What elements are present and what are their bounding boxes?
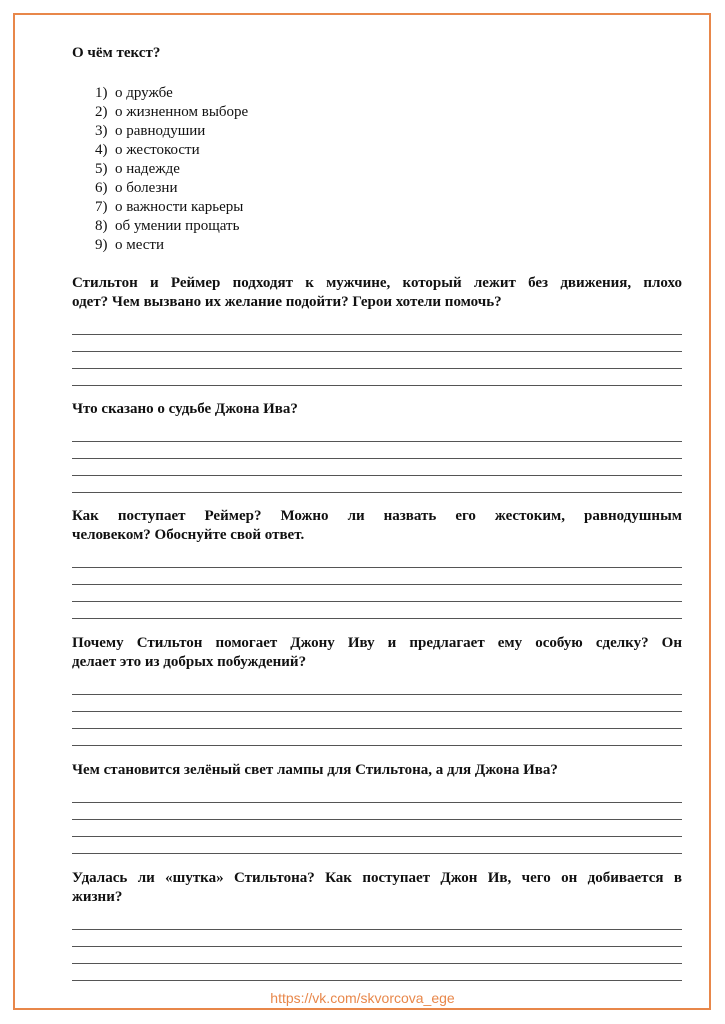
option-item: 3) о равнодушии [95,123,206,139]
question-block-5 [72,761,682,854]
answer-line[interactable] [72,352,682,369]
option-item: 2) о жизненном выборе [95,104,249,120]
answer-line[interactable] [72,695,682,712]
answer-lines [72,318,682,386]
question-text-line: Как поступает Реймер? Можно ли назвать его жестоким, равнодушным [72,508,682,524]
answer-line[interactable] [72,820,682,837]
answer-line[interactable] [72,837,682,854]
question-text-line: жизни? [72,889,123,905]
answer-line[interactable] [72,602,682,619]
answer-line[interactable] [72,335,682,352]
answer-line[interactable] [72,568,682,585]
answer-line[interactable] [72,913,682,930]
answer-line[interactable] [72,369,682,386]
question-text-line: одет? Чем вызвано их желание подойти? Герои хотели помочь? [72,294,502,310]
question-heading: О чём текст? [72,45,161,61]
question-block-2 [72,400,682,493]
question-block-6 [72,869,682,981]
answer-line[interactable] [72,442,682,459]
answer-line[interactable] [72,930,682,947]
answer-line[interactable] [72,318,682,335]
option-item: 1) о дружбе [95,85,173,101]
option-item: 6) о болезни [95,180,178,196]
question-text-line: Чем становится зелёный свет лампы для Стильтона, а для Джона Ива? [72,762,558,778]
answer-line[interactable] [72,551,682,568]
answer-line[interactable] [72,678,682,695]
answer-line[interactable] [72,425,682,442]
question-text-line: делает это из добрых побуждений? [72,654,307,670]
option-item: 5) о надежде [95,161,180,177]
answer-lines [72,678,682,746]
answer-line[interactable] [72,459,682,476]
footer-link[interactable]: https://vk.com/skvorcova_ege [270,990,455,1006]
answer-line[interactable] [72,712,682,729]
option-item: 7) о важности карьеры [95,199,244,215]
answer-line[interactable] [72,585,682,602]
question-text-line: Удалась ли «шутка» Стильтона? Как поступает Джон Ив, чего он добивается в [72,870,682,886]
question-text-line: Что сказано о судьбе Джона Ива? [72,401,298,417]
option-item: 8) об умении прощать [95,218,240,234]
question-block-4 [72,634,682,746]
answer-lines [72,786,682,854]
answer-lines [72,913,682,981]
answer-line[interactable] [72,964,682,981]
answer-line[interactable] [72,786,682,803]
answer-line[interactable] [72,947,682,964]
option-item: 9) о мести [95,237,165,253]
answer-line[interactable] [72,476,682,493]
answer-line[interactable] [72,803,682,820]
answer-lines [72,551,682,619]
answer-line[interactable] [72,729,682,746]
question-text-line: Почему Стильтон помогает Джону Иву и предлагает ему особую сделку? Он [72,635,682,651]
answer-lines [72,425,682,493]
question-block-3 [72,507,682,619]
question-text-line: человеком? Обоснуйте свой ответ. [72,527,305,543]
option-item: 4) о жестокости [95,142,200,158]
question-block-1 [72,274,682,386]
question-text-line: Стильтон и Реймер подходят к мужчине, который лежит без движения, плохо [72,275,682,291]
answer-options-list [95,84,248,255]
